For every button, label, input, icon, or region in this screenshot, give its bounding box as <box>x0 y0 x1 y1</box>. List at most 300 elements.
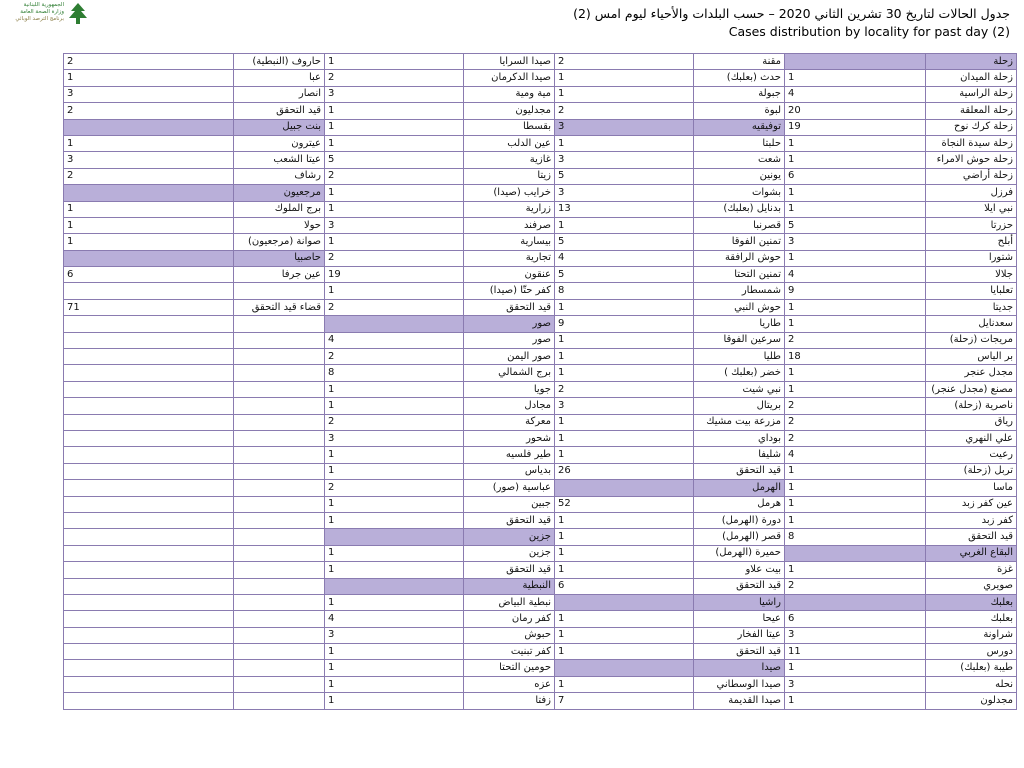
locality-cell: سعدنايل <box>926 316 1017 332</box>
region-header-cell: مرجعيون <box>234 185 325 201</box>
case-count-cell: 1 <box>325 676 464 692</box>
table-row <box>64 430 1017 446</box>
case-count-cell: 1 <box>785 135 926 151</box>
case-count-cell: 3 <box>785 627 926 643</box>
locality-cell: مجادل <box>464 398 555 414</box>
table-row <box>64 283 1017 299</box>
case-count-cell: 1 <box>785 201 926 217</box>
region-header-cell: جزين <box>464 529 555 545</box>
case-count-cell: 1 <box>785 660 926 676</box>
case-count-cell: 1 <box>325 644 464 660</box>
case-count-cell: 1 <box>64 70 234 86</box>
case-count-cell <box>555 594 694 610</box>
case-count-cell: 8 <box>785 529 926 545</box>
case-count-cell: 1 <box>325 512 464 528</box>
case-count-cell: 4 <box>785 267 926 283</box>
locality-cell: مية ومية <box>464 86 555 102</box>
region-header-cell: توفيقيه <box>694 119 785 135</box>
case-count-cell: 11 <box>785 644 926 660</box>
locality-cell: ناصرية (زحلة) <box>926 398 1017 414</box>
locality-cell: مقنة <box>694 54 785 70</box>
locality-cell: قيد التحقق <box>694 644 785 660</box>
locality-cell: طير فلسيه <box>464 447 555 463</box>
locality-cell: برج الشمالي <box>464 365 555 381</box>
locality-cell <box>234 414 325 430</box>
case-count-cell <box>64 627 234 643</box>
locality-cell: قضاء قيد التحقق <box>234 299 325 315</box>
case-count-cell: 3 <box>555 185 694 201</box>
region-header-cell: الهرمل <box>694 480 785 496</box>
case-count-cell <box>64 611 234 627</box>
locality-cell: عبا <box>234 70 325 86</box>
locality-cell: جبولة <box>694 86 785 102</box>
locality-cell: بوداي <box>694 430 785 446</box>
case-count-cell: 1 <box>325 119 464 135</box>
case-count-cell: 1 <box>555 529 694 545</box>
case-count-cell <box>64 430 234 446</box>
locality-cell: زحلة سيدة النجاة <box>926 135 1017 151</box>
table-row <box>64 152 1017 168</box>
table-row <box>64 578 1017 594</box>
case-count-cell: 2 <box>325 349 464 365</box>
locality-cell: مريجات (زحلة) <box>926 332 1017 348</box>
locality-cell: يونين <box>694 168 785 184</box>
case-count-cell: 1 <box>325 234 464 250</box>
case-count-cell: 4 <box>785 447 926 463</box>
locality-cell <box>234 349 325 365</box>
case-count-cell <box>785 545 926 561</box>
locality-cell <box>234 430 325 446</box>
locality-cell: دورس <box>926 644 1017 660</box>
table-row <box>64 447 1017 463</box>
table-row <box>64 86 1017 102</box>
case-count-cell: 3 <box>64 86 234 102</box>
case-count-cell: 9 <box>785 283 926 299</box>
locality-cell: بدياس <box>464 463 555 479</box>
locality-cell: مصنع (مجدل عنجر) <box>926 381 1017 397</box>
case-count-cell: 2 <box>325 70 464 86</box>
locality-cell: غزة <box>926 562 1017 578</box>
locality-cell: جبين <box>464 496 555 512</box>
case-count-cell: 1 <box>325 447 464 463</box>
case-count-cell: 5 <box>785 217 926 233</box>
locality-cell: زحلة أراضي <box>926 168 1017 184</box>
locality-cell <box>234 447 325 463</box>
case-count-cell <box>555 660 694 676</box>
case-count-cell <box>64 119 234 135</box>
locality-cell: نبطية البياض <box>464 594 555 610</box>
case-count-cell <box>64 594 234 610</box>
case-count-cell: 2 <box>64 168 234 184</box>
locality-cell: كفر تبنيت <box>464 644 555 660</box>
case-count-cell: 2 <box>555 54 694 70</box>
case-count-cell: 1 <box>555 512 694 528</box>
locality-cell: عيتا الشعب <box>234 152 325 168</box>
case-count-cell: 1 <box>325 135 464 151</box>
table-row <box>64 463 1017 479</box>
locality-cell: تمنين الفوقا <box>694 234 785 250</box>
locality-cell <box>234 611 325 627</box>
table-row <box>64 693 1017 709</box>
table-row <box>64 316 1017 332</box>
case-count-cell: 3 <box>785 676 926 692</box>
case-count-cell: 1 <box>555 349 694 365</box>
locality-cell <box>234 365 325 381</box>
locality-cell: خضر (بعلبك ) <box>694 365 785 381</box>
locality-cell: حزرتا <box>926 217 1017 233</box>
case-count-cell <box>64 660 234 676</box>
case-count-cell: 6 <box>785 168 926 184</box>
locality-cell <box>234 627 325 643</box>
case-count-cell: 4 <box>325 332 464 348</box>
locality-cell <box>234 578 325 594</box>
locality-cell: قيد التحقق <box>464 512 555 528</box>
locality-cell: رعيت <box>926 447 1017 463</box>
locality-cell: بعلبك <box>926 611 1017 627</box>
case-count-cell <box>64 398 234 414</box>
table-row <box>64 398 1017 414</box>
table-row <box>64 234 1017 250</box>
locality-cell: شمسطار <box>694 283 785 299</box>
locality-cell: زحلة الراسية <box>926 86 1017 102</box>
case-count-cell: 1 <box>785 152 926 168</box>
locality-cell: كفر رمان <box>464 611 555 627</box>
locality-cell: طليا <box>694 349 785 365</box>
locality-cell: حوش النبي <box>694 299 785 315</box>
locality-cell: طيبة (بعلبك) <box>926 660 1017 676</box>
locality-cell: شعت <box>694 152 785 168</box>
table-row <box>64 119 1017 135</box>
locality-cell: عنقون <box>464 267 555 283</box>
logo-line-1: الجمهورية اللبنانية <box>23 2 64 8</box>
case-count-cell: 3 <box>555 119 694 135</box>
case-count-cell: 1 <box>555 332 694 348</box>
locality-cell: شتورا <box>926 250 1017 266</box>
case-count-cell: 1 <box>325 381 464 397</box>
locality-cell: جلالا <box>926 267 1017 283</box>
locality-cell: تمنين التحتا <box>694 267 785 283</box>
locality-cell: بر الياس <box>926 349 1017 365</box>
locality-cell <box>234 545 325 561</box>
case-count-cell: 6 <box>785 611 926 627</box>
case-count-cell <box>64 316 234 332</box>
logo-line-2: وزارة الصحة العامة <box>20 9 64 15</box>
locality-cell: بشوات <box>694 185 785 201</box>
locality-cell: شليفا <box>694 447 785 463</box>
locality-cell: حولا <box>234 217 325 233</box>
case-count-cell: 5 <box>325 152 464 168</box>
locality-cell: كفر حتّا (صيدا) <box>464 283 555 299</box>
table-row <box>64 676 1017 692</box>
locality-cell: صويري <box>926 578 1017 594</box>
locality-cell: زيتا <box>464 168 555 184</box>
table-row <box>64 414 1017 430</box>
locality-cell: حميرة (الهرمل) <box>694 545 785 561</box>
case-count-cell <box>64 512 234 528</box>
region-header-cell: زحلة <box>926 54 1017 70</box>
table-row <box>64 70 1017 86</box>
locality-cell: عيحا <box>694 611 785 627</box>
case-count-cell: 2 <box>785 414 926 430</box>
locality-cell: زفتا <box>464 693 555 709</box>
locality-cell: برج الملوك <box>234 201 325 217</box>
case-count-cell: 2 <box>64 54 234 70</box>
table-row <box>64 627 1017 643</box>
case-count-cell: 1 <box>325 660 464 676</box>
case-count-cell <box>64 250 234 266</box>
case-count-cell <box>64 365 234 381</box>
locality-cell: عزه <box>464 676 555 692</box>
locality-cell: حومين التحتا <box>464 660 555 676</box>
region-header-cell: صيدا <box>694 660 785 676</box>
case-count-cell: 2 <box>555 103 694 119</box>
case-count-cell: 7 <box>555 693 694 709</box>
locality-cell: صور اليمن <box>464 349 555 365</box>
locality-cell: ماسا <box>926 480 1017 496</box>
table-row <box>64 103 1017 119</box>
locality-cell <box>234 512 325 528</box>
case-count-cell <box>64 283 234 299</box>
case-count-cell: 1 <box>325 398 464 414</box>
locality-cell <box>234 316 325 332</box>
case-count-cell: 6 <box>64 267 234 283</box>
case-count-cell: 1 <box>325 562 464 578</box>
locality-cell: حلبتا <box>694 135 785 151</box>
region-header-cell: البقاع الغربي <box>926 545 1017 561</box>
case-count-cell: 1 <box>785 70 926 86</box>
case-count-cell: 1 <box>64 135 234 151</box>
case-count-cell: 1 <box>325 463 464 479</box>
locality-cell: بيسارية <box>464 234 555 250</box>
case-count-cell <box>64 578 234 594</box>
region-header-cell: راشيا <box>694 594 785 610</box>
title-arabic: جدول الحالات لتاريخ 30 تشرين الثاني 2020 – حسب البلدات والأحياء ليوم امس (2) <box>573 6 1010 21</box>
locality-cell: زحلة كرك نوح <box>926 119 1017 135</box>
case-count-cell <box>64 463 234 479</box>
locality-cell: زرارية <box>464 201 555 217</box>
case-count-cell: 2 <box>325 480 464 496</box>
page-title <box>573 5 1010 40</box>
case-count-cell: 1 <box>555 545 694 561</box>
locality-cell: سرعين الفوقا <box>694 332 785 348</box>
case-count-cell: 3 <box>555 152 694 168</box>
case-count-cell: 2 <box>785 398 926 414</box>
case-count-cell: 2 <box>785 332 926 348</box>
case-count-cell <box>555 480 694 496</box>
locality-cell: تعلبايا <box>926 283 1017 299</box>
case-count-cell: 1 <box>555 644 694 660</box>
locality-cell: شراونة <box>926 627 1017 643</box>
locality-cell: نحله <box>926 676 1017 692</box>
locality-cell: زحلة المعلقة <box>926 103 1017 119</box>
case-count-cell: 1 <box>785 299 926 315</box>
case-count-cell: 1 <box>785 480 926 496</box>
locality-cell <box>234 496 325 512</box>
case-count-cell: 4 <box>555 250 694 266</box>
case-count-cell <box>325 316 464 332</box>
case-count-cell: 1 <box>785 185 926 201</box>
case-count-cell: 1 <box>555 627 694 643</box>
table-row <box>64 512 1017 528</box>
case-count-cell: 2 <box>64 103 234 119</box>
locality-cell: قيد التحقق <box>694 578 785 594</box>
locality-cell: هرمل <box>694 496 785 512</box>
case-count-cell: 1 <box>555 299 694 315</box>
locality-cell: عين كفر زبد <box>926 496 1017 512</box>
case-count-cell <box>325 578 464 594</box>
locality-cell: انصار <box>234 86 325 102</box>
case-count-cell: 1 <box>555 414 694 430</box>
locality-cell: شحور <box>464 430 555 446</box>
case-count-cell: 9 <box>555 316 694 332</box>
case-count-cell: 1 <box>325 283 464 299</box>
case-count-cell: 3 <box>555 398 694 414</box>
locality-cell: نبي شيت <box>694 381 785 397</box>
case-count-cell: 1 <box>555 86 694 102</box>
locality-cell <box>234 283 325 299</box>
case-count-cell: 1 <box>555 447 694 463</box>
locality-cell: عيتا الفخار <box>694 627 785 643</box>
case-count-cell <box>64 644 234 660</box>
case-count-cell: 20 <box>785 103 926 119</box>
region-header-cell: صور <box>464 316 555 332</box>
case-count-cell <box>64 562 234 578</box>
case-count-cell: 19 <box>785 119 926 135</box>
case-count-cell <box>64 447 234 463</box>
case-count-cell <box>64 480 234 496</box>
table-row <box>64 529 1017 545</box>
case-count-cell: 1 <box>555 217 694 233</box>
locality-cell <box>234 332 325 348</box>
locality-cell <box>234 381 325 397</box>
locality-cell: مجدليون <box>464 103 555 119</box>
case-count-cell: 1 <box>325 594 464 610</box>
case-count-cell: 1 <box>555 430 694 446</box>
locality-cell: أبلح <box>926 234 1017 250</box>
case-count-cell: 1 <box>785 381 926 397</box>
locality-cell: قيد التحقق <box>464 562 555 578</box>
case-count-cell: 1 <box>64 217 234 233</box>
case-count-cell: 1 <box>325 54 464 70</box>
table-row <box>64 496 1017 512</box>
case-count-cell: 1 <box>325 201 464 217</box>
cases-table <box>63 53 1017 710</box>
locality-cell: حوش الرافقة <box>694 250 785 266</box>
locality-cell: بدنايل (بعلبك) <box>694 201 785 217</box>
locality-cell: طاريا <box>694 316 785 332</box>
case-count-cell: 5 <box>555 234 694 250</box>
locality-cell: عين جرفا <box>234 267 325 283</box>
case-count-cell: 2 <box>785 578 926 594</box>
locality-cell <box>234 660 325 676</box>
locality-cell: رياق <box>926 414 1017 430</box>
region-header-cell: النبطية <box>464 578 555 594</box>
locality-cell: جويا <box>464 381 555 397</box>
case-count-cell <box>325 529 464 545</box>
case-count-cell: 71 <box>64 299 234 315</box>
table-row <box>64 365 1017 381</box>
locality-cell <box>234 398 325 414</box>
case-count-cell: 2 <box>325 414 464 430</box>
case-count-cell: 1 <box>325 103 464 119</box>
locality-cell <box>234 562 325 578</box>
locality-cell: كفر زبد <box>926 512 1017 528</box>
locality-cell: قصر (الهرمل) <box>694 529 785 545</box>
case-count-cell: 1 <box>785 496 926 512</box>
locality-cell: جديتا <box>926 299 1017 315</box>
locality-cell: علي النهري <box>926 430 1017 446</box>
locality-cell: رشاف <box>234 168 325 184</box>
locality-cell: جزين <box>464 545 555 561</box>
locality-cell: قيد التحقق <box>234 103 325 119</box>
locality-cell: مجدل عنجر <box>926 365 1017 381</box>
locality-cell: قيد التحقق <box>694 463 785 479</box>
case-count-cell: 1 <box>64 234 234 250</box>
region-header-cell: بنت جبيل <box>234 119 325 135</box>
case-count-cell <box>64 414 234 430</box>
locality-cell: مزرعة بيت مشيك <box>694 414 785 430</box>
locality-cell <box>234 594 325 610</box>
case-count-cell <box>64 545 234 561</box>
cases-table-body <box>64 54 1017 710</box>
table-row <box>64 54 1017 70</box>
case-count-cell: 3 <box>64 152 234 168</box>
case-count-cell: 1 <box>785 250 926 266</box>
locality-cell: غازية <box>464 152 555 168</box>
locality-cell: نبي ايلا <box>926 201 1017 217</box>
case-count-cell: 1 <box>325 496 464 512</box>
case-count-cell: 3 <box>325 627 464 643</box>
locality-cell <box>234 644 325 660</box>
locality-cell: صيدا السرايا <box>464 54 555 70</box>
case-count-cell: 3 <box>325 430 464 446</box>
table-row <box>64 545 1017 561</box>
case-count-cell <box>785 594 926 610</box>
case-count-cell: 5 <box>555 267 694 283</box>
case-count-cell <box>64 349 234 365</box>
table-row <box>64 217 1017 233</box>
case-count-cell: 1 <box>555 562 694 578</box>
case-count-cell: 3 <box>325 217 464 233</box>
locality-cell: قصرنبا <box>694 217 785 233</box>
case-count-cell: 18 <box>785 349 926 365</box>
case-count-cell: 1 <box>325 693 464 709</box>
locality-cell: عباسية (صور) <box>464 480 555 496</box>
case-count-cell: 4 <box>325 611 464 627</box>
locality-cell: صوانة (مرجعيون) <box>234 234 325 250</box>
locality-cell: عيترون <box>234 135 325 151</box>
case-count-cell <box>64 529 234 545</box>
table-row <box>64 660 1017 676</box>
case-count-cell: 5 <box>555 168 694 184</box>
case-count-cell: 3 <box>785 234 926 250</box>
case-count-cell <box>64 185 234 201</box>
cedar-icon <box>67 2 89 26</box>
table-row <box>64 168 1017 184</box>
locality-cell <box>234 529 325 545</box>
case-count-cell: 1 <box>64 201 234 217</box>
locality-cell: صيدا الدكرمان <box>464 70 555 86</box>
locality-cell: تجارية <box>464 250 555 266</box>
locality-cell: بيت علاو <box>694 562 785 578</box>
case-count-cell: 13 <box>555 201 694 217</box>
table-row <box>64 250 1017 266</box>
case-count-cell: 1 <box>325 185 464 201</box>
locality-cell <box>234 480 325 496</box>
case-count-cell: 1 <box>785 562 926 578</box>
table-row <box>64 594 1017 610</box>
locality-cell <box>234 463 325 479</box>
